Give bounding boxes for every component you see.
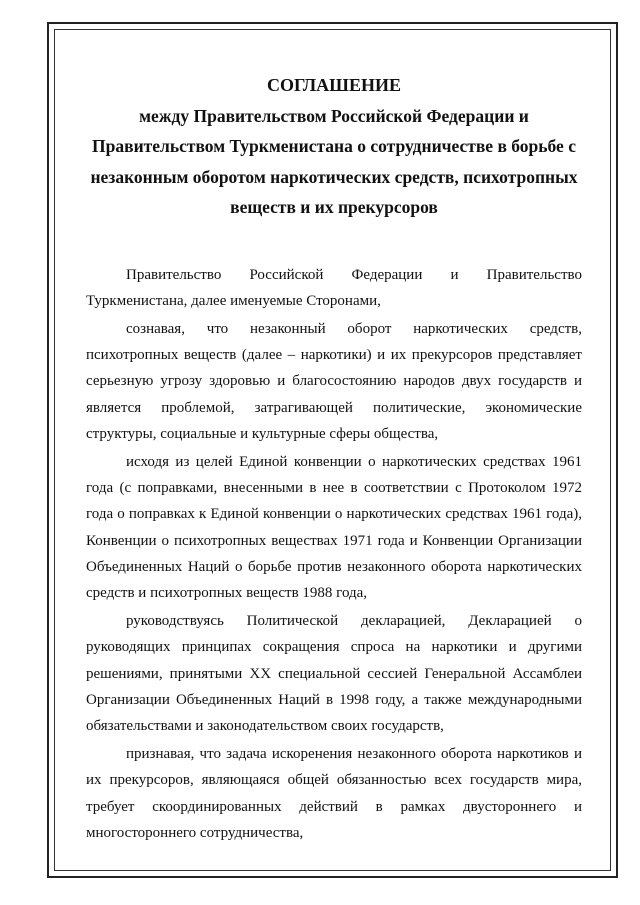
document-title: СОГЛАШЕНИЕ — [267, 75, 401, 95]
document-body — [86, 70, 582, 846]
paragraph-proceeding: исходя из целей Единой конвенции о наркотических средствах 1961 года (с поправками, внесенными в нее в соответствии с Протоколом 1972 года о поправках к Единой конвенции о наркотических средствах 1961 года), Конвенции о психотропных веществах 1971 года и Конвенции Организации Объединенных Наций о борьбе против незаконного оборота наркотических средств и психотропных веществ 1988 года, — [86, 453, 582, 601]
document-subtitle: между Правительством Российской Федерации и Правительством Туркменистана о сотрудничестве в борьбе с незаконным оборотом наркотических средств, психотропных веществ и их прекурсоров — [90, 105, 578, 217]
document-heading — [86, 70, 582, 223]
paragraph-recognizing: признавая, что задача искоренения незаконного оборота наркотиков и их прекурсоров, являющаяся общей обязанностью всех государств мира, требует скоординированных действий в рамках двустороннего и многостороннего сотрудничества, — [86, 746, 582, 841]
paragraph-parties: Правительство Российской Федерации и Правительство Туркменистана, далее именуемые Сторонами, — [86, 266, 582, 309]
paragraph-aware: сознавая, что незаконный оборот наркотических средств, психотропных веществ (далее – наркотики) и их прекурсоров представляет серьезную угрозу здоровью и благосостоянию народов двух государств и является проблемой, затрагивающей политические, экономические структуры, социальные и культурные сферы общества, — [86, 320, 582, 442]
paragraph-guided: руководствуясь Политической декларацией, Декларацией о руководящих принципах сокращения спроса на наркотики и другими решениями, принятыми XX специальной сессией Генеральной Ассамблеи Организации Объединенных Наций в 1998 году, а также международными обязательствами и законодательством своих государств, — [86, 613, 582, 734]
preamble — [86, 262, 582, 846]
